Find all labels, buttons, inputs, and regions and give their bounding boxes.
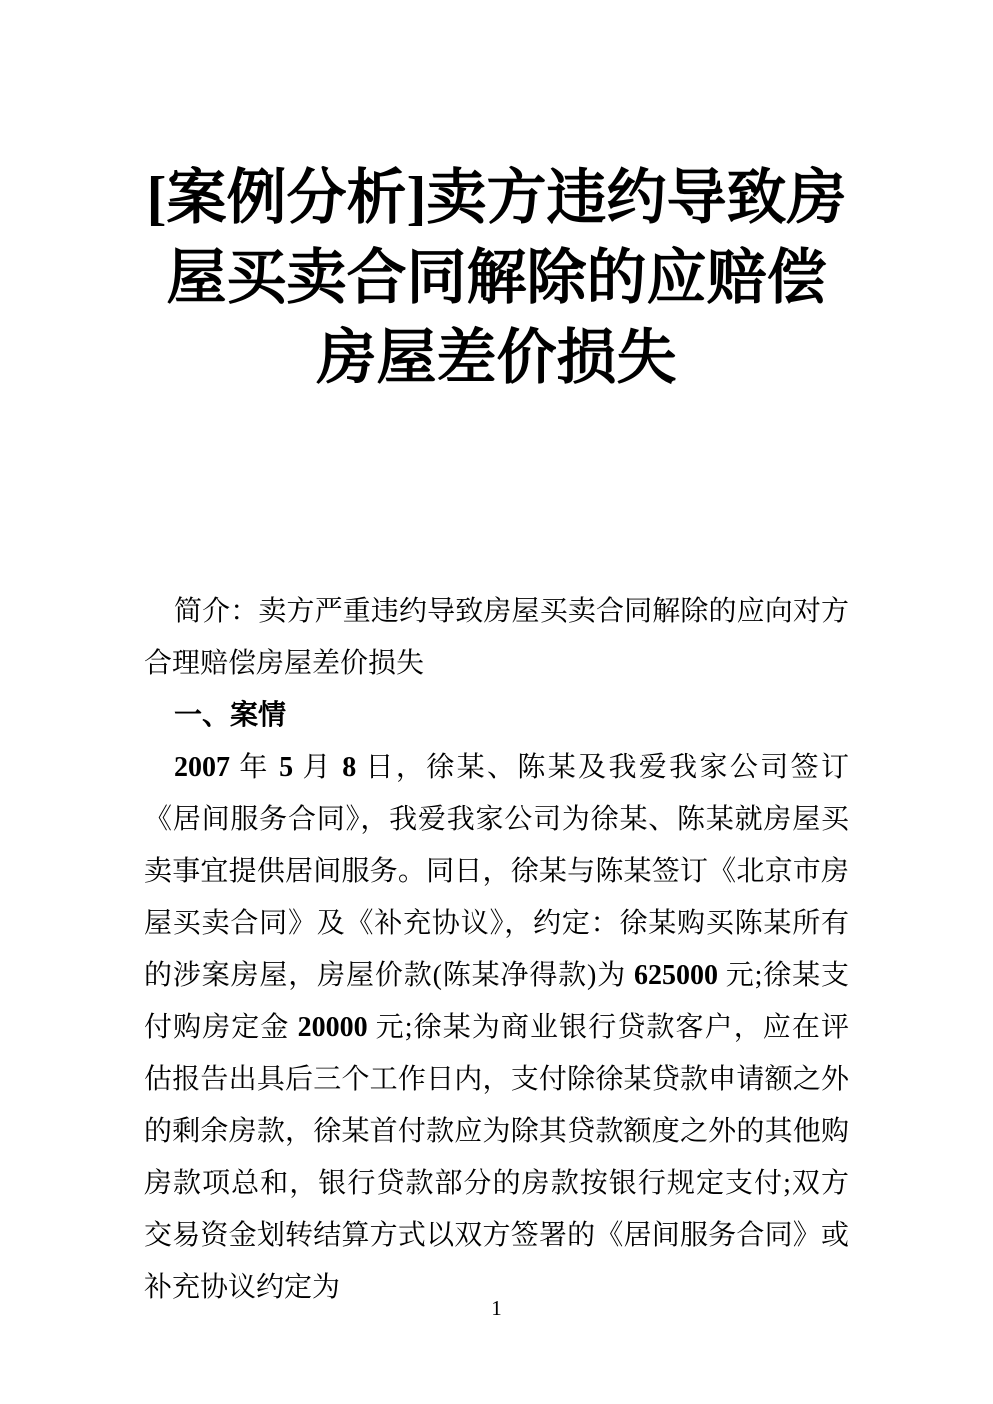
- page-number: 1: [491, 1296, 502, 1320]
- intro-paragraph: 简介：卖方严重违约导致房屋买卖合同解除的应向对方合理赔偿房屋差价损失: [144, 596, 849, 679]
- case-facts-paragraph: 2007 年 5 月 8 日，徐某、陈某及我爱我家公司签订《居间服务合同》，我爱我家公司为徐某、陈某就房屋买卖事宜提供居间服务。同日，徐某与陈某签订《北京市房屋买卖合同》及《补充协议》，约定：徐某购买陈某所有的涉案房屋，房屋价款(陈某净得款)为 625000 元;徐某支付购房定金 20000 元;徐某为商业银行贷款客户，应在评估报告出具后三个工作日内，支付除徐某贷款申请额之外的剩余房款，徐某首付款应为除其贷款额度之外的其他购房款项总和，银行贷款部分的房款按银行规定支付;双方交易资金划转结算方式以双方签署的《居间服务合同》或补充协议约定为: [144, 752, 850, 1303]
- document-title: [案例分析]卖方违约导致房屋买卖合同解除的应赔偿房屋差价损失: [146, 165, 847, 391]
- section-heading-case: 一、案情: [174, 700, 287, 731]
